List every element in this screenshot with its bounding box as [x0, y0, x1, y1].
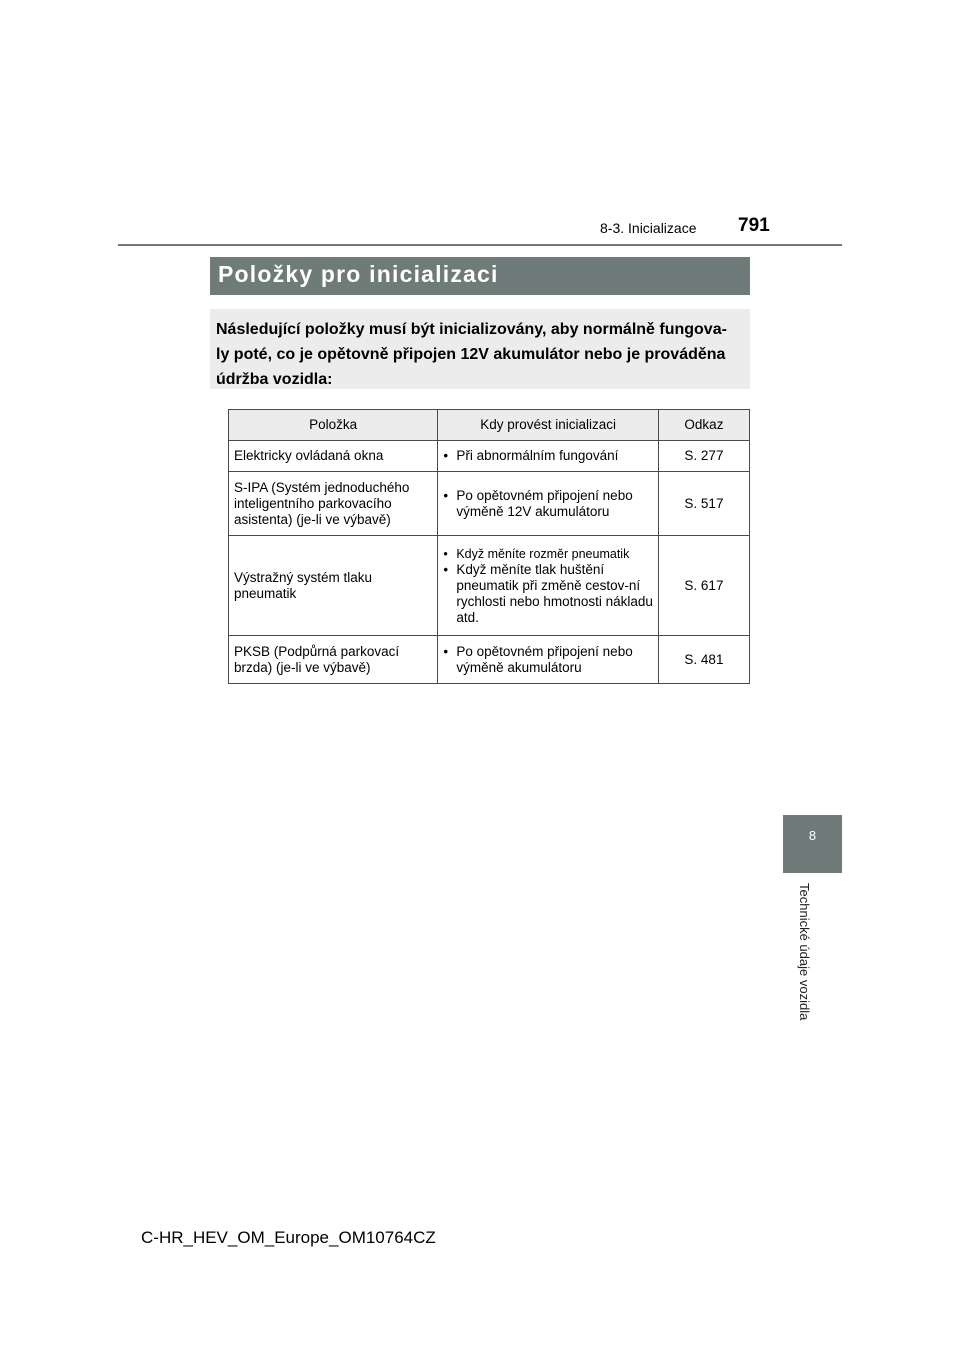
when-cell — [438, 472, 659, 536]
table-row — [229, 441, 750, 472]
intro-line: údržba vozidla: — [216, 371, 333, 388]
column-header-item: Položka — [229, 410, 438, 441]
table-row — [229, 636, 750, 684]
list-item: • Po opětovném připojení nebo výměně 12V akumulátoru — [442, 488, 654, 520]
table-header-row — [229, 410, 750, 441]
item-cell: Elektricky ovládaná okna — [229, 441, 438, 472]
intro-box — [210, 309, 750, 389]
reference-link[interactable]: S. 517 — [658, 472, 749, 536]
when-cell — [438, 536, 659, 636]
initialization-table — [228, 409, 750, 684]
intro-line: Následující položky musí být inicializovány, aby normálně fungova- — [216, 321, 727, 338]
section-heading: 8-3. Inicializace — [600, 220, 697, 236]
reference-link[interactable]: S. 277 — [658, 441, 749, 472]
page-number: 791 — [738, 215, 770, 236]
chapter-tab: 8 — [783, 815, 842, 873]
reference-link[interactable]: S. 481 — [658, 636, 749, 684]
table-row — [229, 472, 750, 536]
intro-line: ly poté, co je opětovně připojen 12V akumulátor nebo je prováděna — [216, 346, 726, 363]
list-item: • Po opětovném připojení nebo výměně akumulátoru — [442, 644, 654, 676]
column-header-when: Kdy provést inicializaci — [438, 410, 659, 441]
item-cell: Výstražný systém tlaku pneumatik — [229, 536, 438, 636]
chapter-tab-label: Technické údaje vozidla — [797, 883, 812, 1021]
section-title: Položky pro inicializaci — [210, 257, 750, 295]
list-item: • Při abnormálním fungování — [442, 448, 654, 464]
reference-link[interactable]: S. 617 — [658, 536, 749, 636]
document-code: C-HR_HEV_OM_Europe_OM10764CZ — [141, 1228, 436, 1247]
item-cell: S-IPA (Systém jednoduchého inteligentního parkovacího asistenta) (je-li ve výbavě) — [229, 472, 438, 536]
when-cell — [438, 636, 659, 684]
header-divider — [118, 244, 842, 246]
list-item: • Když měníte rozměr pneumatik — [442, 546, 654, 562]
list-item: • Když měníte tlak huštění pneumatik při změně cestov-ní rychlosti nebo hmotnosti nákladu atd. — [442, 562, 654, 626]
item-cell: PKSB (Podpůrná parkovací brzda) (je-li ve výbavě) — [229, 636, 438, 684]
column-header-reference: Odkaz — [658, 410, 749, 441]
table-row — [229, 536, 750, 636]
when-cell — [438, 441, 659, 472]
